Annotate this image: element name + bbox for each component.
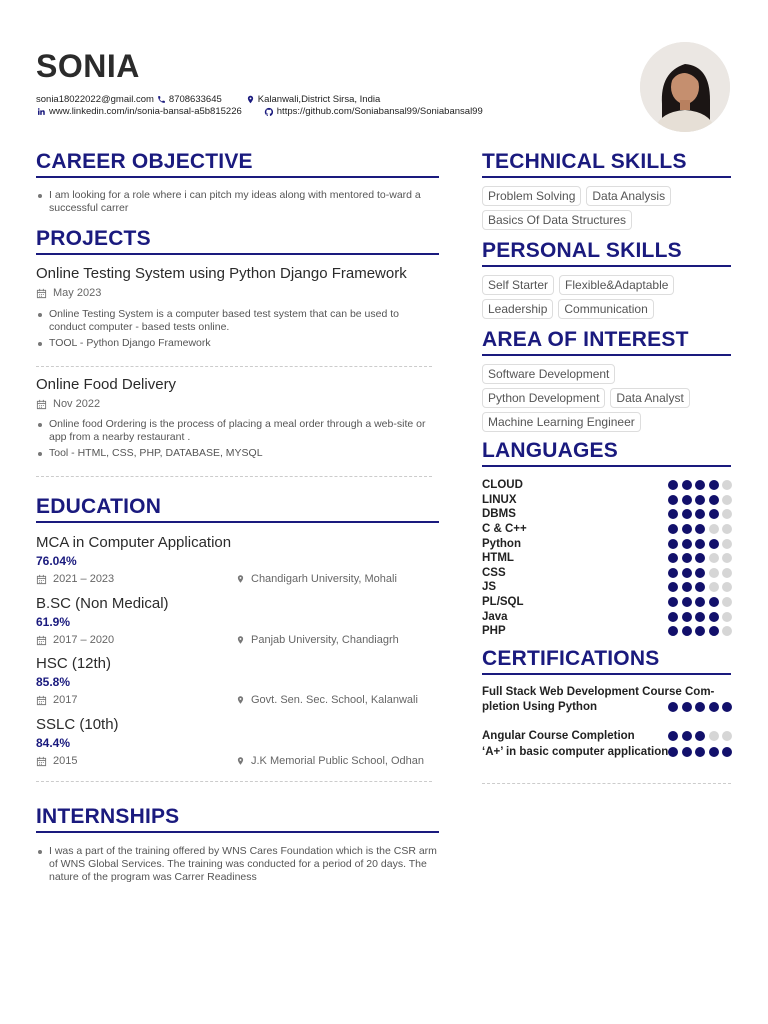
degree-title: HSC (12th) <box>36 655 112 672</box>
language-name: DBMS <box>482 508 516 521</box>
rating-dot-filled <box>682 597 692 607</box>
degree-dates-text: 2015 <box>53 755 78 767</box>
rating-dot-filled <box>668 582 678 592</box>
list-item: I am looking for a role where i can pitch my ideas along with mentored to-ward a successful carrer <box>36 189 432 215</box>
degree-dates-text: 2021 – 2023 <box>53 573 115 585</box>
certification-item <box>482 685 732 715</box>
area-of-interest-heading: AREA OF INTEREST <box>482 328 689 351</box>
linkedin-link[interactable] <box>36 106 242 117</box>
rating-dot-empty <box>722 626 732 636</box>
rating-dots <box>665 539 733 549</box>
certification-name: Angular Course Completion <box>482 730 635 742</box>
dashed-divider <box>36 781 432 782</box>
rating-dot-filled <box>695 509 705 519</box>
skill-tag: Leadership <box>482 299 553 319</box>
map-pin-icon <box>236 695 245 705</box>
calendar-icon <box>36 635 47 646</box>
rating-dot-filled <box>682 553 692 563</box>
rating-dot-filled <box>668 539 678 549</box>
github-icon <box>264 107 274 117</box>
rating-dot-filled <box>668 509 678 519</box>
rating-dot-empty <box>722 612 732 622</box>
location <box>246 94 381 105</box>
certification-name: ‘A+’ in basic computer application <box>482 746 669 758</box>
rating-dot-filled <box>668 747 678 757</box>
phone-text: 8708633645 <box>168 94 222 105</box>
linkedin-icon <box>36 107 46 116</box>
degree-dates-text: 2017 – 2020 <box>53 634 115 646</box>
certifications-list <box>482 685 732 760</box>
divider <box>482 265 731 267</box>
languages-heading: LANGUAGES <box>482 439 618 462</box>
language-name: Java <box>482 610 508 623</box>
skill-tag: Flexible&Adaptable <box>559 275 674 295</box>
project-details <box>36 308 432 353</box>
skill-tag: Communication <box>558 299 653 319</box>
language-name: PL/SQL <box>482 596 524 609</box>
github-text: https://github.com/Soniabansal99/Soniabansal99 <box>276 106 483 117</box>
rating-dots <box>665 495 733 505</box>
rating-dot-filled <box>709 509 719 519</box>
email[interactable] <box>36 94 154 105</box>
rating-dots <box>665 612 733 622</box>
divider <box>36 253 439 255</box>
rating-dot-empty <box>722 524 732 534</box>
degree-dates <box>36 755 77 767</box>
project-title: Online Food Delivery <box>36 376 177 393</box>
rating-dot-filled <box>695 597 705 607</box>
certification-item <box>482 745 732 760</box>
dashed-divider <box>36 366 432 367</box>
interest-tag: Software Development <box>482 364 615 384</box>
project-date <box>36 287 101 299</box>
interest-tags <box>482 364 732 436</box>
rating-dot-filled <box>709 539 719 549</box>
dashed-divider <box>482 783 731 784</box>
degree-institution <box>236 634 399 646</box>
technical-skills-tags <box>482 186 732 234</box>
divider <box>36 521 439 523</box>
rating-dot-empty <box>722 495 732 505</box>
certifications-heading: CERTIFICATIONS <box>482 647 660 670</box>
language-row <box>482 551 732 566</box>
rating-dots <box>665 509 733 519</box>
rating-dots <box>665 702 733 712</box>
interest-tag: Data Analyst <box>610 388 689 408</box>
list-item: Online Testing System is a computer based test system that can be used to conduct computer - based tests online. <box>36 308 432 334</box>
rating-dot-filled <box>668 553 678 563</box>
rating-dots <box>665 626 733 636</box>
rating-dot-filled <box>695 568 705 578</box>
rating-dot-filled <box>695 539 705 549</box>
calendar-icon <box>36 399 47 410</box>
degree-title: MCA in Computer Application <box>36 534 232 551</box>
rating-dot-filled <box>722 702 732 712</box>
technical-skills-heading: TECHNICAL SKILLS <box>482 150 687 173</box>
language-row <box>482 522 732 537</box>
language-name: C & C++ <box>482 523 527 536</box>
map-pin-icon <box>236 635 245 645</box>
language-row <box>482 609 732 624</box>
rating-dot-empty <box>722 597 732 607</box>
linkedin-text: www.linkedin.com/in/sonia-bansal-a5b815226 <box>49 106 242 117</box>
language-row <box>482 580 732 595</box>
project-details <box>36 418 432 463</box>
email-text: sonia18022022@gmail.com <box>36 94 154 105</box>
rating-dot-filled <box>682 626 692 636</box>
rating-dot-filled <box>668 480 678 490</box>
project-date-text: May 2023 <box>53 287 102 299</box>
list-item: I was a part of the training offered by WNS Cares Foundation which is the CSR arm of WNS Global Services. The training was conducted for a period of 20 days. The nature of the program was Carrer Readiness <box>36 845 439 884</box>
skill-tag: Self Starter <box>482 275 554 295</box>
rating-dot-empty <box>709 731 719 741</box>
interest-tag: Python Development <box>482 388 605 408</box>
rating-dot-filled <box>709 612 719 622</box>
language-row <box>482 624 732 639</box>
rating-dot-filled <box>668 731 678 741</box>
rating-dots <box>665 747 733 757</box>
rating-dot-empty <box>722 539 732 549</box>
rating-dot-filled <box>682 524 692 534</box>
rating-dot-empty <box>709 582 719 592</box>
dashed-divider <box>36 476 432 477</box>
personal-skills-heading: PERSONAL SKILLS <box>482 239 682 262</box>
degree-dates <box>36 573 114 585</box>
language-row <box>482 493 732 508</box>
rating-dot-filled <box>682 568 692 578</box>
rating-dot-filled <box>668 612 678 622</box>
language-row <box>482 536 732 551</box>
calendar-icon <box>36 756 47 767</box>
rating-dot-empty <box>722 582 732 592</box>
rating-dot-filled <box>695 495 705 505</box>
map-pin-icon <box>236 756 245 766</box>
rating-dot-empty <box>722 568 732 578</box>
skill-tag: Basics Of Data Structures <box>482 210 632 230</box>
rating-dot-empty <box>722 731 732 741</box>
divider <box>36 176 439 178</box>
github-link[interactable] <box>264 106 483 117</box>
rating-dots <box>665 731 733 741</box>
candidate-name: SONIA <box>36 48 140 84</box>
language-row <box>482 566 732 581</box>
rating-dot-filled <box>722 747 732 757</box>
rating-dots <box>665 582 733 592</box>
rating-dot-filled <box>695 747 705 757</box>
map-pin-icon <box>246 95 255 104</box>
rating-dot-filled <box>695 731 705 741</box>
language-name: PHP <box>482 625 506 638</box>
map-pin-icon <box>236 574 245 584</box>
degree-dates <box>36 694 77 706</box>
rating-dots <box>665 480 733 490</box>
divider <box>482 673 731 675</box>
profile-photo <box>640 42 730 132</box>
rating-dot-filled <box>709 597 719 607</box>
projects-heading: PROJECTS <box>36 227 151 250</box>
languages-list <box>482 478 732 639</box>
language-name: LINUX <box>482 493 517 506</box>
list-item: Online food Ordering is the process of placing a meal order through a web-site or app from a nearby restaurant . <box>36 418 432 444</box>
degree-institution-text: Chandigarh University, Mohali <box>251 573 397 585</box>
degree-grade: 84.4% <box>36 736 71 750</box>
rating-dots <box>665 524 733 534</box>
degree-institution-text: J.K Memorial Public School, Odhan <box>251 755 425 767</box>
divider <box>36 831 439 833</box>
degree-institution <box>236 694 418 706</box>
language-name: JS <box>482 581 497 594</box>
rating-dot-filled <box>668 568 678 578</box>
list-item: Tool - HTML, CSS, PHP, DATABASE, MYSQL <box>36 447 432 460</box>
divider <box>482 176 731 178</box>
rating-dot-filled <box>709 495 719 505</box>
degree-title: B.SC (Non Medical) <box>36 595 169 612</box>
rating-dots <box>665 568 733 578</box>
rating-dot-filled <box>709 626 719 636</box>
project-date-text: Nov 2022 <box>53 398 101 410</box>
degree-institution <box>236 755 424 767</box>
rating-dot-filled <box>682 582 692 592</box>
degree-institution-text: Govt. Sen. Sec. School, Kalanwali <box>251 694 418 706</box>
rating-dot-filled <box>709 702 719 712</box>
rating-dot-filled <box>682 509 692 519</box>
rating-dot-filled <box>709 747 719 757</box>
degree-institution <box>236 573 397 585</box>
divider <box>482 465 731 467</box>
career-objective-heading: CAREER OBJECTIVE <box>36 150 253 173</box>
rating-dot-filled <box>709 480 719 490</box>
internships-heading: INTERNSHIPS <box>36 805 180 828</box>
rating-dot-empty <box>709 568 719 578</box>
calendar-icon <box>36 574 47 585</box>
rating-dot-filled <box>682 495 692 505</box>
rating-dots <box>665 553 733 563</box>
location-text: Kalanwali,District Sirsa, India <box>257 94 381 105</box>
degree-title: SSLC (10th) <box>36 716 119 733</box>
list-item: TOOL - Python Django Framework <box>36 337 432 350</box>
rating-dot-filled <box>695 480 705 490</box>
calendar-icon <box>36 288 47 299</box>
rating-dot-filled <box>668 702 678 712</box>
rating-dot-empty <box>722 480 732 490</box>
degree-grade: 76.04% <box>36 554 77 568</box>
phone[interactable] <box>157 94 222 105</box>
rating-dot-filled <box>695 553 705 563</box>
degree-dates-text: 2017 <box>53 694 78 706</box>
rating-dot-empty <box>722 509 732 519</box>
project-date <box>36 398 100 410</box>
rating-dot-filled <box>695 702 705 712</box>
internships-list <box>36 845 439 887</box>
rating-dot-filled <box>668 524 678 534</box>
interest-tag: Machine Learning Engineer <box>482 412 641 432</box>
rating-dot-filled <box>682 731 692 741</box>
degree-grade: 85.8% <box>36 675 71 689</box>
rating-dot-filled <box>695 524 705 534</box>
rating-dot-filled <box>682 480 692 490</box>
language-row <box>482 595 732 610</box>
language-name: Python <box>482 537 521 550</box>
divider <box>482 354 731 356</box>
certification-item <box>482 729 732 744</box>
rating-dot-filled <box>668 626 678 636</box>
language-row <box>482 507 732 522</box>
project-title: Online Testing System using Python Django Framework <box>36 265 407 282</box>
rating-dot-empty <box>722 553 732 563</box>
rating-dot-filled <box>695 582 705 592</box>
language-row <box>482 478 732 493</box>
degree-dates <box>36 634 114 646</box>
skill-tag: Data Analysis <box>586 186 671 206</box>
calendar-icon <box>36 695 47 706</box>
degree-grade: 61.9% <box>36 615 71 629</box>
rating-dot-filled <box>695 626 705 636</box>
contact-row-1 <box>36 94 394 105</box>
rating-dot-filled <box>682 747 692 757</box>
language-name: CLOUD <box>482 479 523 492</box>
rating-dot-filled <box>695 612 705 622</box>
language-name: HTML <box>482 552 514 565</box>
language-name: CSS <box>482 566 506 579</box>
degree-institution-text: Panjab University, Chandiagrh <box>251 634 399 646</box>
rating-dot-empty <box>709 553 719 563</box>
education-heading: EDUCATION <box>36 495 162 518</box>
phone-icon <box>157 95 166 104</box>
rating-dot-filled <box>682 539 692 549</box>
rating-dot-filled <box>668 495 678 505</box>
career-objective-list <box>36 189 432 218</box>
rating-dot-filled <box>682 612 692 622</box>
rating-dots <box>665 597 733 607</box>
contact-row-2 <box>36 106 497 117</box>
personal-skills-tags <box>482 275 732 323</box>
rating-dot-filled <box>682 702 692 712</box>
rating-dot-empty <box>709 524 719 534</box>
skill-tag: Problem Solving <box>482 186 581 206</box>
certification-name: Full Stack Web Development Course Com-pletion Using Python <box>482 686 715 713</box>
rating-dot-filled <box>668 597 678 607</box>
